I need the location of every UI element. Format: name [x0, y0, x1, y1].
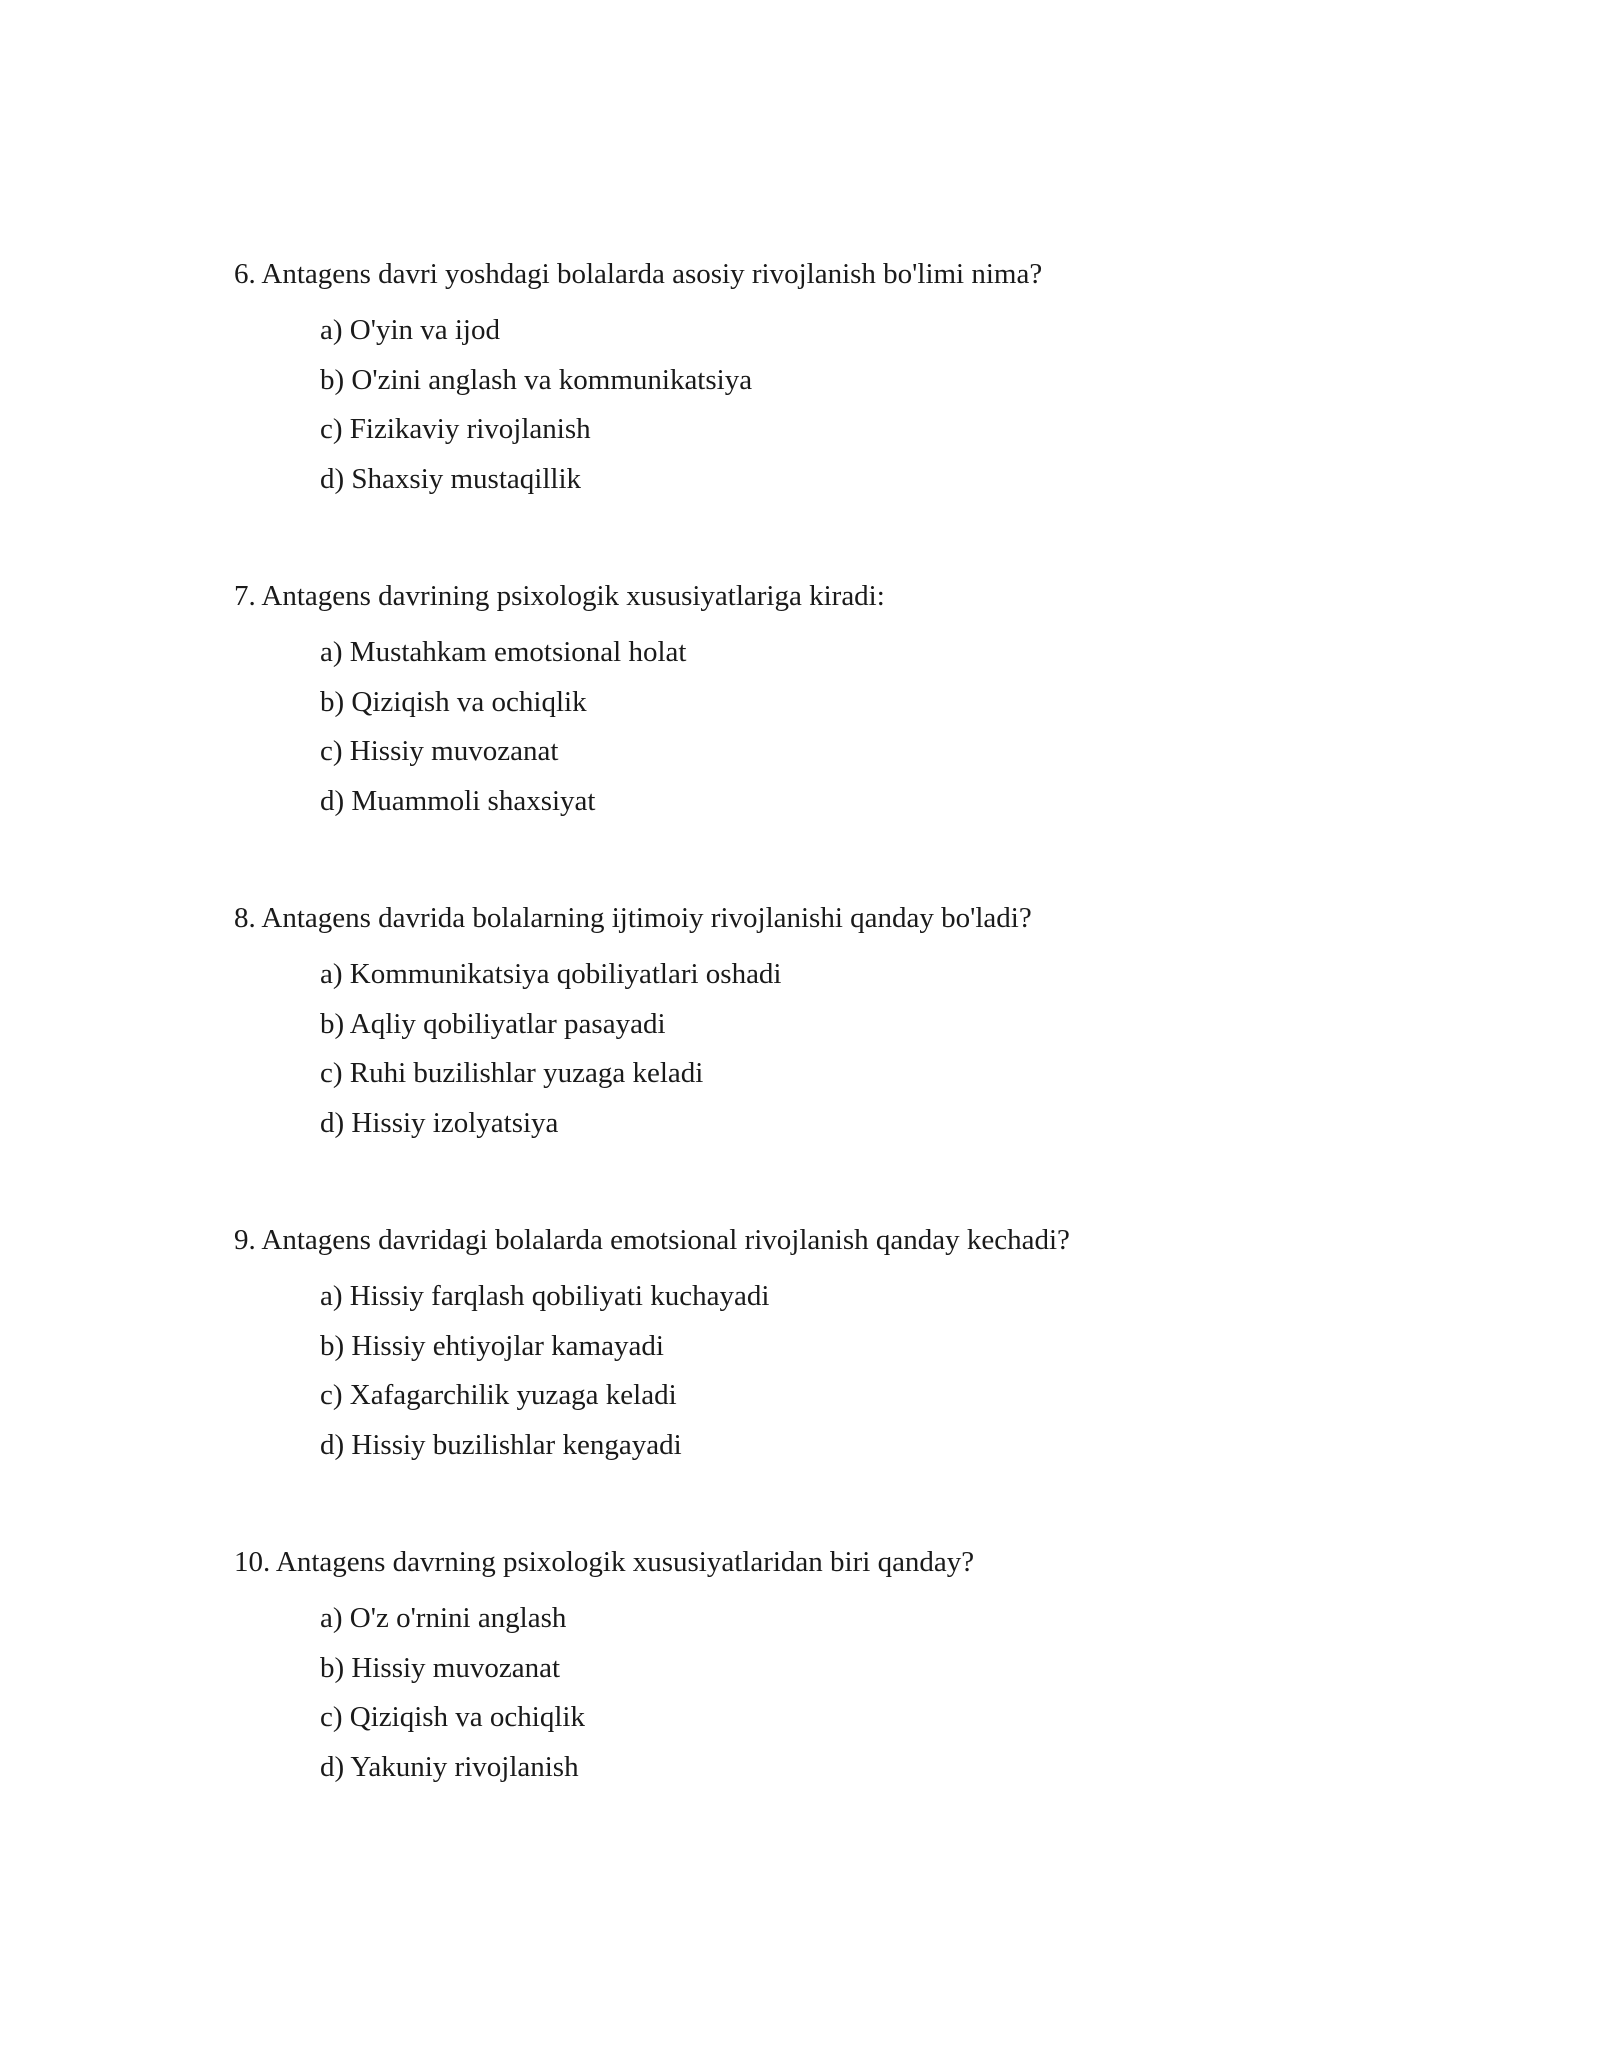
- option-d: d) Muammoli shaxsiyat: [320, 784, 596, 817]
- option-a: a) Mustahkam emotsional holat: [320, 636, 687, 668]
- option-c: c) Fizikaviy rivojlanish: [320, 413, 591, 445]
- option-a: a) Kommunikatsiya qobiliyatlari oshadi: [320, 958, 782, 990]
- question-8: [234, 900, 1484, 1154]
- option-b: b) Hissiy ehtiyojlar kamayadi: [320, 1329, 664, 1362]
- option-d: d) Hissiy izolyatsiya: [320, 1106, 559, 1139]
- question-10: [234, 1544, 1484, 1798]
- option-list: [234, 956, 1484, 1154]
- option-c: c) Xafagarchilik yuzaga keladi: [320, 1379, 677, 1411]
- option-d: d) Hissiy buzilishlar kengayadi: [320, 1428, 682, 1461]
- option-a: a) O'z o'rnini anglash: [320, 1602, 567, 1634]
- option-list: [234, 312, 1484, 510]
- option-b: b) Aqliy qobiliyatlar pasayadi: [320, 1007, 666, 1040]
- option-list: [234, 634, 1484, 832]
- option-b: b) O'zini anglash va kommunikatsiya: [320, 363, 753, 396]
- option-list: [234, 1278, 1484, 1476]
- option-b: b) Hissiy muvozanat: [320, 1651, 561, 1684]
- option-d: d) Yakuniy rivojlanish: [320, 1750, 579, 1783]
- option-a: a) Hissiy farqlash qobiliyati kuchayadi: [320, 1280, 770, 1312]
- question-9: [234, 1222, 1484, 1476]
- option-c: c) Hissiy muvozanat: [320, 735, 559, 767]
- option-b: b) Qiziqish va ochiqlik: [320, 685, 587, 718]
- question-7: [234, 578, 1484, 832]
- question-text: 10. Antagens davrning psixologik xususiyatlaridan biri qanday?: [234, 1546, 975, 1578]
- option-a: a) O'yin va ijod: [320, 314, 500, 346]
- question-text: 8. Antagens davrida bolalarning ijtimoiy rivojlanishi qanday bo'ladi?: [234, 902, 1032, 934]
- question-6: [234, 256, 1484, 510]
- option-list: [234, 1600, 1484, 1798]
- question-text: 9. Antagens davridagi bolalarda emotsional rivojlanish qanday kechadi?: [234, 1224, 1070, 1256]
- question-text: 7. Antagens davrining psixologik xususiyatlariga kiradi:: [234, 580, 885, 612]
- option-c: c) Ruhi buzilishlar yuzaga keladi: [320, 1057, 704, 1089]
- question-text: 6. Antagens davri yoshdagi bolalarda asosiy rivojlanish bo'limi nima?: [234, 258, 1043, 290]
- option-c: c) Qiziqish va ochiqlik: [320, 1701, 585, 1733]
- option-d: d) Shaxsiy mustaqillik: [320, 462, 581, 495]
